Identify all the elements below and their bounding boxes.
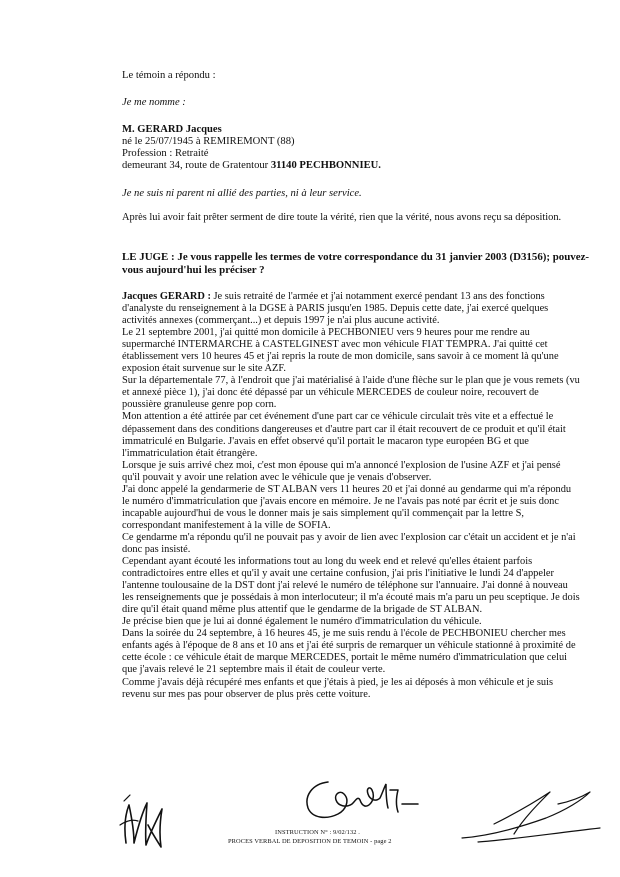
- witness-birth: né le 25/07/1945 à REMIREMONT (88): [122, 136, 295, 147]
- clerk-signature: [294, 770, 434, 828]
- testimony-body: [122, 291, 580, 701]
- testimony-paragraph-2: Le 21 septembre 2001, j'ai quitté mon domicile à PECHBONIEU vers 9 heures pour me rendre au supermarché INTERMARCHE à CASTELGINEST avec mon véhicule FIAT TEMPRA. J'ai quitté cet établissement vers 10 heures 45 et j'ai repris la route de mon domicile, sans savoir à ce moment là qu'une exposion était survenue sur le site AZF.: [122, 327, 559, 375]
- witness-address: [122, 160, 381, 172]
- witness-profession: Profession : Retraité: [122, 148, 209, 159]
- testimony-paragraph-1: Jacques GERARD : Je suis retraité de l'armée et j'ai notamment exercé pendant 13 ans des fonctions d'analyste du renseignement à la DGSE à PARIS jusqu'en 1985. Depuis cette date, j'ai exercé quelques activités annexes (commerçant...) et depuis 1997 je n'ai plus aucune activité.: [122, 291, 549, 327]
- testimony-paragraph-9: Je précise bien que je lui ai donné également le numéro d'immatriculation du véhicule.: [122, 616, 482, 628]
- address-city: 31140 PECHBONNIEU.: [270, 160, 381, 171]
- oath-paragraph: Après lui avoir fait prêter serment de dire toute la vérité, rien que la vérité, nous avons reçu sa déposition.: [122, 212, 562, 223]
- testimony-paragraph-3: Sur la départementale 77, à l'endroit que j'ai matérialisé à l'aide d'une flèche sur le plan que je vous remets (vu et annexé pièce 1), j'ai donc été dépassé par un véhicule MERCEDES de couleur noire, recouvert de poussière granuleuse genre pop corn.: [122, 375, 580, 411]
- testimony-paragraph-4: Mon attention a été attirée par cet événement d'une part car ce véhicule circulait très vite et a effectué le dépassement dans des conditions dangereuses et d'autre part car il était recouvert de ce produit et qu'il était immatriculé en Bulgarie. J'avais en effet observé qu'il portait le macaron type européen BG et que l'immatriculation était étrangère.: [122, 411, 566, 459]
- name-intro: Je me nomme :: [122, 97, 186, 108]
- witness-name: M. GERARD Jacques: [122, 124, 222, 135]
- instruction-number: INSTRUCTION N° : 9/02/132 .: [275, 829, 360, 836]
- witness-signature: [112, 785, 192, 855]
- testimony-paragraph-5: Lorsque je suis arrivé chez moi, c'est mon épouse qui m'a annoncé l'explosion de l'usine AZF et j'ai pensé qu'il pouvait y avoir une relation avec le véhicule que je venais d'observer.: [122, 459, 561, 483]
- testimony-paragraph-10: Dans la soirée du 24 septembre, à 16 heures 45, je me suis rendu à l'école de PECHBONIEU chercher mes enfants agés à l'époque de 8 ans et 10 ans et j'ai été surpris de remarquer un véhicule stationné à proximité de cette école : ce véhicule était de marque MERCEDES, portait le même numéro d'immatriculation que celui que j'avais relevé le 21 septembre mais il était de couleur verte.: [122, 628, 576, 676]
- address-street: demeurant 34, route de Gratentour: [122, 160, 271, 171]
- judge-question: LE JUGE : Je vous rappelle les termes de votre correspondance du 31 janvier 2003 (D3156); pouvez-vous aujourd'hui les préciser ?: [122, 251, 590, 276]
- testimony-paragraph-11: Comme j'avais déjà récupéré mes enfants et que j'étais à pied, je les ai déposés à mon véhicule et je suis revenu sur mes pas pour observer de plus près cette voiture.: [122, 676, 554, 700]
- testimony-paragraph-6: J'ai donc appelé la gendarmerie de ST ALBAN vers 11 heures 20 et j'ai donné au gendarme qui m'a répondu le numéro d'immatriculation que j'avais encore en mémoire. Je ne l'avais pas noté par écrit et je suis donc incapable aujourd'hui de vous le donner mais je sais simplement qu'il commençait par la lettre S, correspondant manifestement à la ville de SOFIA.: [122, 483, 572, 531]
- testimony-paragraph-7: Ce gendarme m'a répondu qu'il ne pouvait pas y avoir de lien avec l'explosion car c'était un accident et je n'ai donc pas insisté.: [122, 531, 576, 555]
- testimony-speaker: Jacques GERARD :: [122, 291, 211, 302]
- testimony-paragraph-8: Cependant ayant écouté les informations tout au long du week end et relevé qu'elles étaient parfois contradictoires entre elles et qu'il y avait une certaine confusion, j'ai pris l'initiative le lundi 24 d'appeler l'antenne toulousaine de la DST dont j'ai relevé le numéro de téléphone sur l'annuaire. J'ai donné à nouveau les renseignements que je possédais à mon interlocuteur; il m'a écouté mais m'a paru un peu sceptique. Je dois dire qu'il était quand même plus attentif que le gendarme de la brigade de ST ALBAN.: [122, 556, 580, 616]
- pv-footer: PROCES VERBAL DE DEPOSITION DE TEMOIN - page 2: [228, 838, 392, 845]
- judge-signature: [458, 778, 608, 848]
- not-related-statement: Je ne suis ni parent ni allié des parties, ni à leur service.: [122, 188, 362, 199]
- witness-answered-heading: Le témoin a répondu :: [122, 70, 216, 81]
